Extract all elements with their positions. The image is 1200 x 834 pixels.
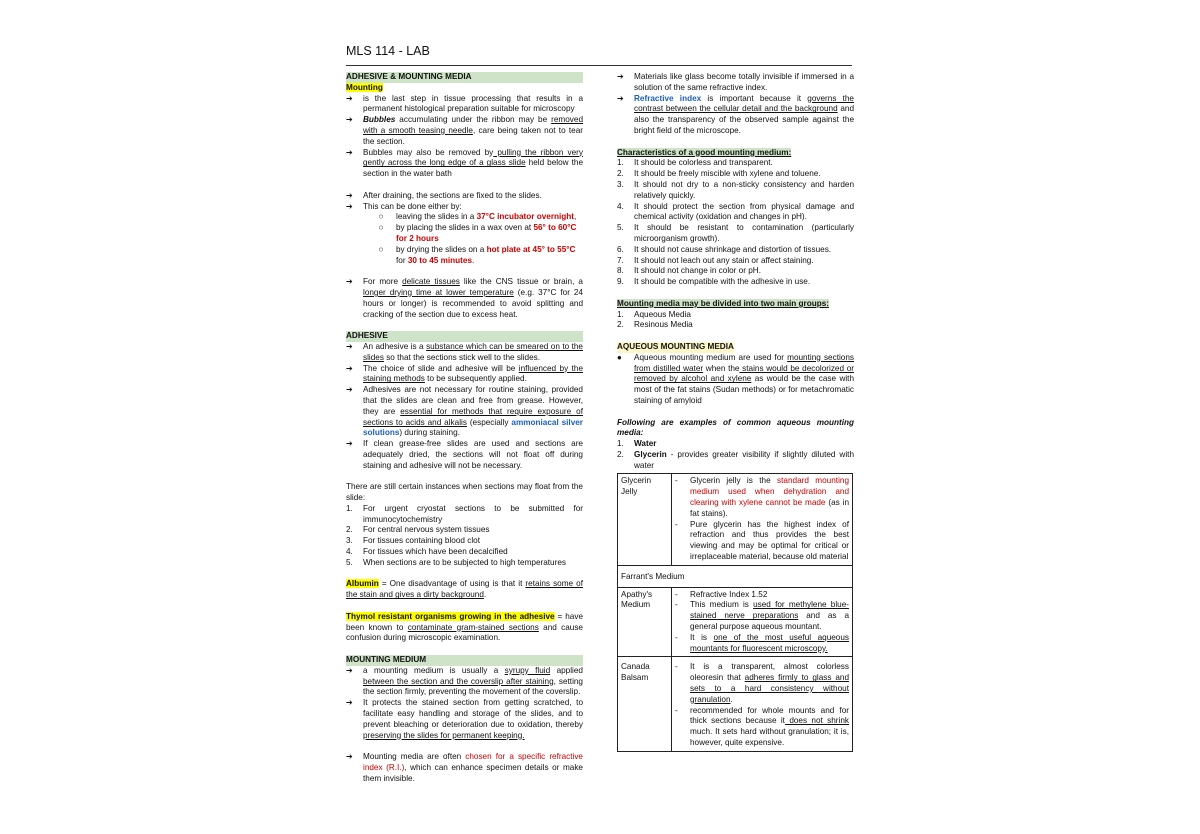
arrow-icon: ➔ — [346, 201, 353, 211]
circle-bullet-icon: ○ — [378, 212, 384, 222]
list-item: ➔ Bubbles may also be removed by pulling the ribbon very gently across the long edge of a glass slide held below the section in the water bath — [346, 147, 583, 179]
right-column — [617, 72, 854, 752]
list-item: ➔ Materials like glass become totally invisible if immersed in a solution of the same refractive index. — [617, 72, 854, 92]
page-title: MLS 114 - LAB — [346, 44, 430, 58]
numbered-item: 2. Resinous Media — [617, 320, 693, 330]
arrow-icon: ➔ — [346, 665, 353, 675]
table-cell-name: Canada Balsam — [618, 657, 672, 751]
arrow-icon: ➔ — [346, 93, 353, 103]
circle-bullet-icon: ○ — [378, 223, 384, 233]
mounting-media-table — [617, 473, 853, 751]
table-row — [618, 657, 853, 751]
header-rule — [346, 65, 852, 66]
section-header-adhesive-mounting: ADHESIVE & MOUNTING MEDIA — [346, 72, 583, 83]
circle-bullet-icon: ○ — [378, 244, 384, 254]
arrow-icon: ➔ — [346, 147, 353, 157]
numbered-item: 3. It should not dry to a non-sticky consistency and harden relatively quickly. — [617, 179, 854, 200]
list-item: ➔ is the last step in tissue processing that results in a permanent histological preparation suitable for microscopy — [346, 93, 583, 114]
numbered-item: 3. For tissues containing blood clot — [346, 536, 480, 546]
section-header-adhesive: ADHESIVE — [346, 331, 583, 342]
numbered-item: 5. It should be resistant to contamination (particularly microorganism growth). — [617, 223, 854, 243]
numbered-item: 1. Aqueous Media — [617, 309, 691, 319]
table-row — [618, 565, 853, 587]
list-item: ➔ a mounting medium is usually a syrupy fluid applied between the section and the coverslip after staining, setting the section firmly, preventing the movement of the coverslip. — [346, 665, 583, 697]
section-header-mounting-medium: MOUNTING MEDIUM — [346, 655, 583, 666]
arrow-icon: ➔ — [617, 93, 624, 103]
arrow-icon: ➔ — [346, 698, 353, 708]
sub-list-item: ○ by placing the slides in a wax oven at 56° to 60°C for 2 hours — [346, 223, 583, 245]
list-item: ➔ Adhesives are not necessary for routine staining, provided that the slides are clean and free from grease. However, they are essential for methods that require exposure of sections to acids and alkalis (especially ammoniacal silver solutions) during staining. — [346, 385, 583, 438]
sub-list-item: ○ leaving the slides in a 37°C incubator overnight, — [346, 212, 583, 223]
thymol-paragraph: Thymol resistant organisms growing in the adhesive = have been known to contaminate gram-stained sections and cause confusion during microscopic examination. — [346, 611, 584, 643]
list-item: ➔ Mounting media are often chosen for a specific refractive index (R.I.), which can enhance specimen details or make them invisible. — [346, 752, 583, 783]
arrow-icon: ➔ — [346, 341, 353, 351]
aqueous-header: AQUEOUS MOUNTING MEDIA — [617, 341, 734, 351]
numbered-item: 6. It should not cause shrinkage and distortion of tissues. — [617, 244, 832, 254]
arrow-icon: ➔ — [346, 752, 353, 762]
arrow-icon: ➔ — [346, 115, 353, 125]
numbered-item: 1. Water — [617, 439, 657, 449]
groups-header: Mounting media may be divided into two main groups: — [617, 298, 829, 308]
numbered-item: 1. For urgent cryostat sections to be submitted for immunocytochemistry — [346, 503, 583, 524]
numbered-item: 2. For central nervous system tissues — [346, 525, 490, 535]
table-row — [618, 474, 853, 565]
albumin-paragraph: Albumin = One disadvantage of using is that it retains some of the stain and gives a dirty background. — [346, 579, 583, 600]
bullet-icon: ● — [617, 352, 622, 362]
examples-header: Following are examples of common aqueous mounting media: — [617, 417, 854, 438]
numbered-item: 5. When sections are to be subjected to high temperatures — [346, 557, 566, 567]
numbered-item: 2. Glycerin - provides greater visibility if slightly diluted with water — [617, 449, 854, 470]
list-item: ➔ For more delicate tissues like the CNS tissue or brain, a longer drying time at lower temperature (e.g. 37°C for 24 hours or longer) is recommended to avoid splitting and cracking of the section due to excess heat. — [346, 277, 583, 319]
table-cell-description: - It is a transparent, almost colorless oleoresin that adheres firmly to glass and sets to a hard consistency without granulation. - recommended for whole mounts and for thick sections because it does not shrink much. It sets hard without granulation; it is, however, quite expensive. — [672, 657, 853, 751]
numbered-item: 8. It should not change in color or pH. — [617, 266, 761, 276]
arrow-icon: ➔ — [346, 385, 353, 395]
table-row — [618, 587, 853, 657]
arrow-icon: ➔ — [617, 72, 624, 81]
list-item: ➔ Refractive index is important because it governs the contrast between the cellular detail and the background and also the transparency of the observed sample against the bright field of the microscope. — [617, 93, 854, 135]
sub-list-item: ○ by drying the slides on a hot plate at 45° to 55°C for 30 to 45 minutes. — [346, 245, 583, 267]
list-item: ➔ If clean grease-free slides are used and sections are adequately dried, the sections will not float off during staining and adhesive will not be necessary. — [346, 439, 583, 470]
list-item: ➔ Bubbles accumulating under the ribbon may be removed with a smooth teasing needle, care being taken not to tear the section. — [346, 115, 583, 146]
arrow-icon: ➔ — [346, 363, 353, 373]
instances-intro: There are still certain instances when sections may float from the slide: — [346, 482, 583, 503]
numbered-item: 1. It should be colorless and transparent. — [617, 158, 773, 168]
arrow-icon: ➔ — [346, 439, 353, 449]
numbered-item: 4. For tissues which have been decalcified — [346, 547, 508, 557]
table-cell-description: - Refractive Index 1.52 - This medium is used for methylene blue-stained nerve preparations and as a general purpose aqueous mountant. - It is one of the most useful aqueous mountants for fluorescent microscopy. — [672, 587, 853, 657]
left-column — [346, 72, 583, 785]
characteristics-header: Characteristics of a good mounting medium: — [617, 147, 792, 157]
mounting-label: Mounting — [346, 82, 383, 92]
numbered-item: 7. It should not leach out any stain or affect staining. — [617, 255, 814, 265]
list-item: ● Aqueous mounting medium are used for mounting sections from distilled water when the stains would be decolorized or removed by alcohol and xylene as would be the case with most of the fat stains (Sudan methods) or for metachromatic staining of amyloid — [617, 352, 854, 405]
list-item: ➔ It protects the stained section from getting scratched, to facilitate easy handling and storage of the slides, and to prevent bleaching or deterioration due to oxidation, thereby preserving the slides for permanent keeping. — [346, 698, 583, 740]
list-item: ➔ The choice of slide and adhesive will be influenced by the staining methods to be subsequently applied. — [346, 363, 583, 384]
numbered-item: 9. It should be compatible with the adhesive in use. — [617, 277, 811, 287]
list-item: ➔ After draining, the sections are fixed to the slides. — [346, 190, 542, 200]
arrow-icon: ➔ — [346, 277, 353, 287]
list-item: ➔ An adhesive is a substance which can be smeared on to the slides so that the sections stick well to the slides. — [346, 341, 583, 362]
list-item: ➔ This can be done either by: — [346, 201, 462, 211]
table-cell-name: Apathy's Medium — [618, 587, 672, 657]
table-cell-name: Farrant's Medium — [618, 565, 853, 587]
table-cell-name: Glycerin Jelly — [618, 474, 672, 565]
arrow-icon: ➔ — [346, 190, 353, 200]
table-cell-description: - Glycerin jelly is the standard mounting medium used when dehydration and clearing with xylene cannot be made (as in fat stains). - Pure glycerin has the highest index of refraction and thus provides the best viewing and may be optimal for critical or irreplaceable material, because old material — [672, 474, 853, 565]
numbered-item: 2. It should be freely miscible with xylene and toluene. — [617, 169, 821, 179]
numbered-item: 4. It should protect the section from physical damage and chemical activity (oxidation and changes in pH). — [617, 201, 854, 222]
